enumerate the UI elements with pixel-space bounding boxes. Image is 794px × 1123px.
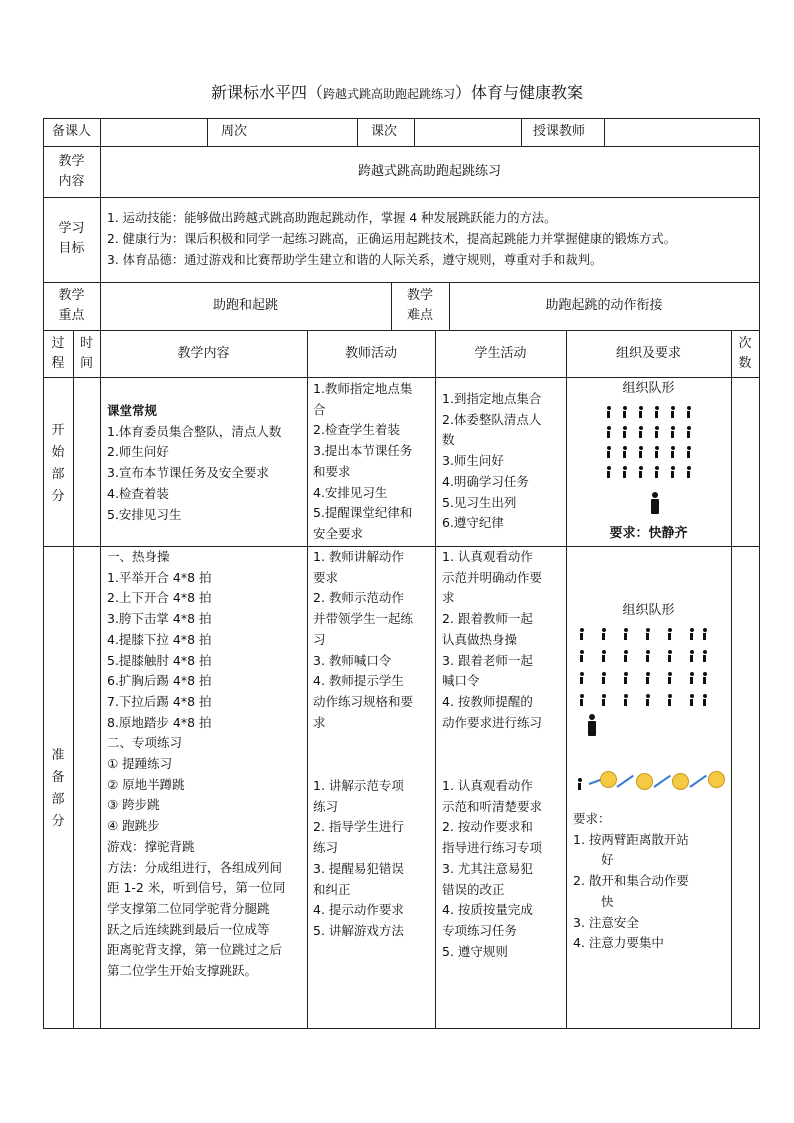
prep-formation xyxy=(577,625,729,713)
prep-student-activity-warmup: 1. 认真观看动作 示范并明确动作要 求 2. 跟着教师一起 认真做热身操 3. 跟着老师一起 喊口令 4. 按教师提醒的 动作要求进行练习 xyxy=(442,549,543,730)
objective-item: 1. 运动技能：能够做出跨越式跳高助跑起跳动作，掌握 4 种发展跳跃能力的方法。 xyxy=(107,211,557,225)
col-count: 次 数 xyxy=(738,336,752,371)
smiley-icon xyxy=(708,771,725,788)
col-teacher: 教师活动 xyxy=(344,346,397,361)
teacher-figure-icon xyxy=(586,714,598,736)
teacher-figure-icon xyxy=(649,492,661,514)
start-org-title: 组织队形 xyxy=(622,381,675,396)
smiley-icon xyxy=(636,773,653,790)
start-section-label: 开 始 部 分 xyxy=(51,423,65,504)
smiley-icon xyxy=(672,773,689,790)
col-student: 学生活动 xyxy=(474,346,527,361)
start-requirement: 要求：快静齐 xyxy=(609,526,688,541)
key-points-value: 助跑和起跳 xyxy=(212,298,278,313)
objective-item: 2. 健康行为：课后积极和同学一起练习跳高，正确运用起跳技术，提高起跳能力并掌握健康的锻炼方式。 xyxy=(107,232,677,246)
col-content: 教学内容 xyxy=(177,346,230,361)
difficulty-value: 助跑起跳的动作衔接 xyxy=(545,298,663,313)
preparer-label: 备课人 xyxy=(51,124,91,139)
person-icon xyxy=(575,778,584,790)
prep-content: 一、热身操 1.平举开合 4*8 拍 2.上下开合 4*8 拍 3.胯下击掌 4*8 拍 4.提膝下拉 4*8 拍 5.提膝触肘 4*8 拍 6.扩胸后踢 4*8 拍 7.下拉后踢 4*8 拍 8.原地踏步 4*8 拍 二、专项练习 ① 提踵练习 ② 原地半蹲跳 ③ 跨步跳 ④ 跑跳步 游戏：撑驼背跳 方法：分成组进行，各组成列间 距 1-2 米，听到信号，第一位同 学支撑第二位同学驼背分腿跳 跃之后连续跳到最后一位成等 距离驼背支撑，第一位跳过之后 第二位学生开始支撑跳跃。 xyxy=(107,549,286,979)
objectives-label: 学习 目标 xyxy=(58,221,85,256)
content-label: 教学 内容 xyxy=(58,154,85,189)
page-title: 新课标水平四（跨越式跳高助跑起跳练习）体育与健康教案 xyxy=(210,83,584,102)
lesson-label: 课次 xyxy=(371,124,398,139)
difficulty-label: 教学 难点 xyxy=(406,288,433,323)
prep-org-title: 组织队形 xyxy=(622,603,675,618)
start-content: 课堂常规 1.体育委员集合整队，清点人数 2.师生问好 3.宣布本节课任务及安全要求 4.检查着装 5.安排见习生 xyxy=(107,401,305,525)
objectives-list xyxy=(107,208,759,271)
prep-section-label: 准 备 部 分 xyxy=(51,748,65,829)
content-value: 跨越式跳高助跑起跳练习 xyxy=(357,164,501,179)
key-points-label: 教学 重点 xyxy=(58,288,85,323)
objective-item: 3. 体育品德：通过游戏和比赛帮助学生建立和谐的人际关系，遵守规则，尊重对手和裁判。 xyxy=(107,253,603,267)
routine-title: 课堂常规 xyxy=(107,403,158,418)
week-label: 周次 xyxy=(221,124,248,139)
arrow-icon xyxy=(689,775,707,788)
start-teacher-activity: 1.教师指定地点集 合 2.检查学生着装 3.提出本节课任务 和要求 4.安排见习生 5.提醒课堂纪律和 安全要求 xyxy=(313,381,413,541)
prep-student-activity-special: 1. 认真观看动作 示范和听清楚要求 2. 按动作要求和 指导进行练习专项 3. 尤其注意易犯 错误的改正 4. 按质按量完成 专项练习任务 5. 遵守规则 xyxy=(442,778,543,959)
prep-teacher-activity-warmup: 1. 教师讲解动作 要求 2. 教师示范动作 并带领学生一起练 习 3. 教师喊口令 4. 教师提示学生 动作练习规格和要 求 xyxy=(313,549,414,730)
smiley-icon xyxy=(600,771,617,788)
prep-teacher-activity-special: 1. 讲解示范专项 练习 2. 指导学生进行 练习 3. 提醒易犯错误 和纠正 4. 提示动作要求 5. 讲解游戏方法 xyxy=(313,778,404,938)
arrow-icon xyxy=(653,775,671,788)
col-process: 过 程 xyxy=(51,336,65,371)
start-formation xyxy=(604,403,714,483)
col-time: 时 间 xyxy=(79,336,93,371)
col-organization: 组织及要求 xyxy=(615,346,681,361)
prep-requirements: 要求： 1. 按两臂距离散开站 好 2. 散开和集合动作要 快 3. 注意安全 4. 注意力要集中 xyxy=(573,811,689,951)
arrow-icon xyxy=(616,775,634,788)
start-student-activity: 1.到指定地点集合 2.体委整队清点人 数 3.师生问好 4.明确学习任务 5.见习生出列 6.遵守纪律 xyxy=(442,391,542,531)
teacher-label: 授课教师 xyxy=(533,124,586,139)
